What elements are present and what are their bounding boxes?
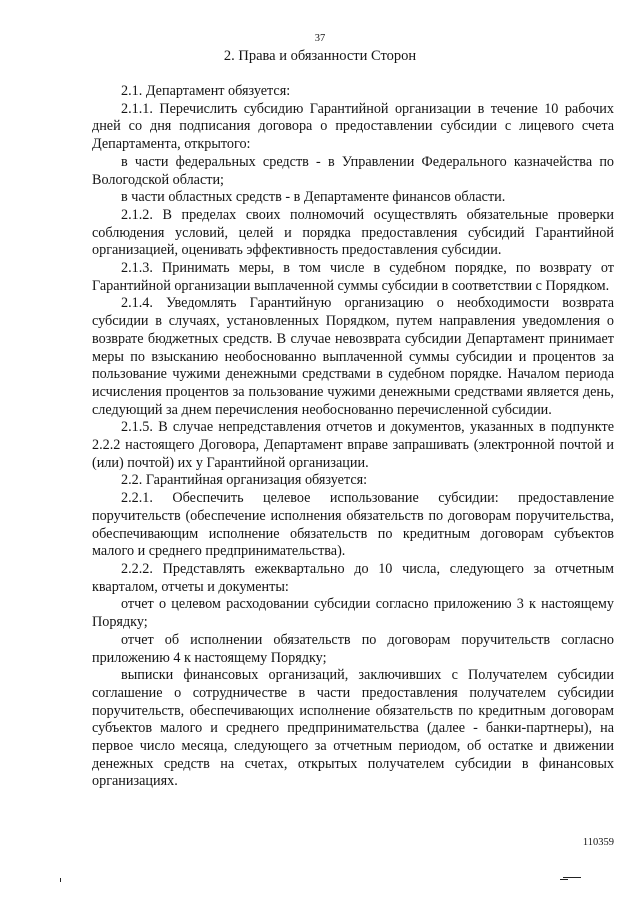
paragraph: 2.1.2. В пределах своих полномочий осуществлять обязательные проверки соблюдения условий, целей и порядка предоставления субсидий Гарантийной организацией, оценивать эффективность предоставления субсидии. (92, 206, 614, 259)
scan-artifact (60, 878, 61, 882)
body-text (92, 83, 614, 791)
scan-artifact (560, 879, 568, 880)
paragraph: 2.1.4. Уведомлять Гарантийную организацию о необходимости возврата субсидии в случаях, установленных Порядком, путем направления уведомления о возврате бюджетных средств. В случае невозврата субсидии Департамент принимает меры по взысканию необоснованно выплаченной суммы субсидии и процентов за пользование чужими денежными средствами в судебном порядке. Началом периода исчисления процентов за пользование чужими денежными средствами является день, следующий за днем перечисления необоснованно перечисленной субсидии. (92, 295, 614, 418)
paragraph: 2.2. Гарантийная организация обязуется: (121, 472, 368, 489)
paragraph: 2.2.1. Обеспечить целевое использование субсидии: предоставление поручительств (обеспечение исполнения обязательств по договорам поручительства, обеспечивающим исполнение обязательств по кредитным договорам субъектов малого и среднего предпринимательства). (92, 490, 614, 560)
page-number: 37 (314, 33, 326, 44)
section-heading: 2. Права и обязанности Сторон (223, 48, 417, 64)
paragraph: выписки финансовых организаций, заключивших с Получателем субсидии соглашение о сотрудничестве в части предоставления получателем субсидии поручительств, обеспечивающих исполнение обязательств по кредитным договорам субъектов малого и среднего предпринимательства (далее - банки-партнеры), на первое число месяца, следующего за отчетным периодом, об остатке и движении денежных средств на счетах, открытых получателем субсидии в финансовых организациях. (92, 667, 614, 790)
paragraph: в части областных средств - в Департаменте финансов области. (121, 189, 506, 206)
paragraph: 2.1.5. В случае непредставления отчетов и документов, указанных в подпункте 2.2.2 настоящего Договора, Департамент вправе запрашивать (электронной почтой и (или) почтой) их у Гарантийной организации. (92, 419, 614, 471)
paragraph: 2.2.2. Представлять ежеквартально до 10 числа, следующего за отчетным кварталом, отчеты и документы: (92, 560, 614, 595)
paragraph: в части федеральных средств - в Управлении Федерального казначейства по Вологодской области; (92, 153, 614, 188)
paragraph: отчет о целевом расходовании субсидии согласно приложению 3 к настоящему Порядку; (92, 596, 614, 631)
paragraph: 2.1.1. Перечислить субсидию Гарантийной организации в течение 10 рабочих дней со дня подписания договора о предоставлении субсидии с лицевого счета Департамента, открытого: (92, 100, 614, 153)
paragraph: 2.1.3. Принимать меры, в том числе в судебном порядке, по возврату от Гарантийной организации выплаченной суммы субсидии в соответствии с Порядком. (92, 260, 614, 294)
paragraph: 2.1. Департамент обязуется: (121, 83, 291, 99)
document-code: 110359 (582, 837, 614, 848)
scan-artifact (563, 877, 581, 878)
paragraph: отчет об исполнении обязательств по договорам поручительств согласно приложению 4 к настоящему Порядку; (92, 631, 614, 666)
